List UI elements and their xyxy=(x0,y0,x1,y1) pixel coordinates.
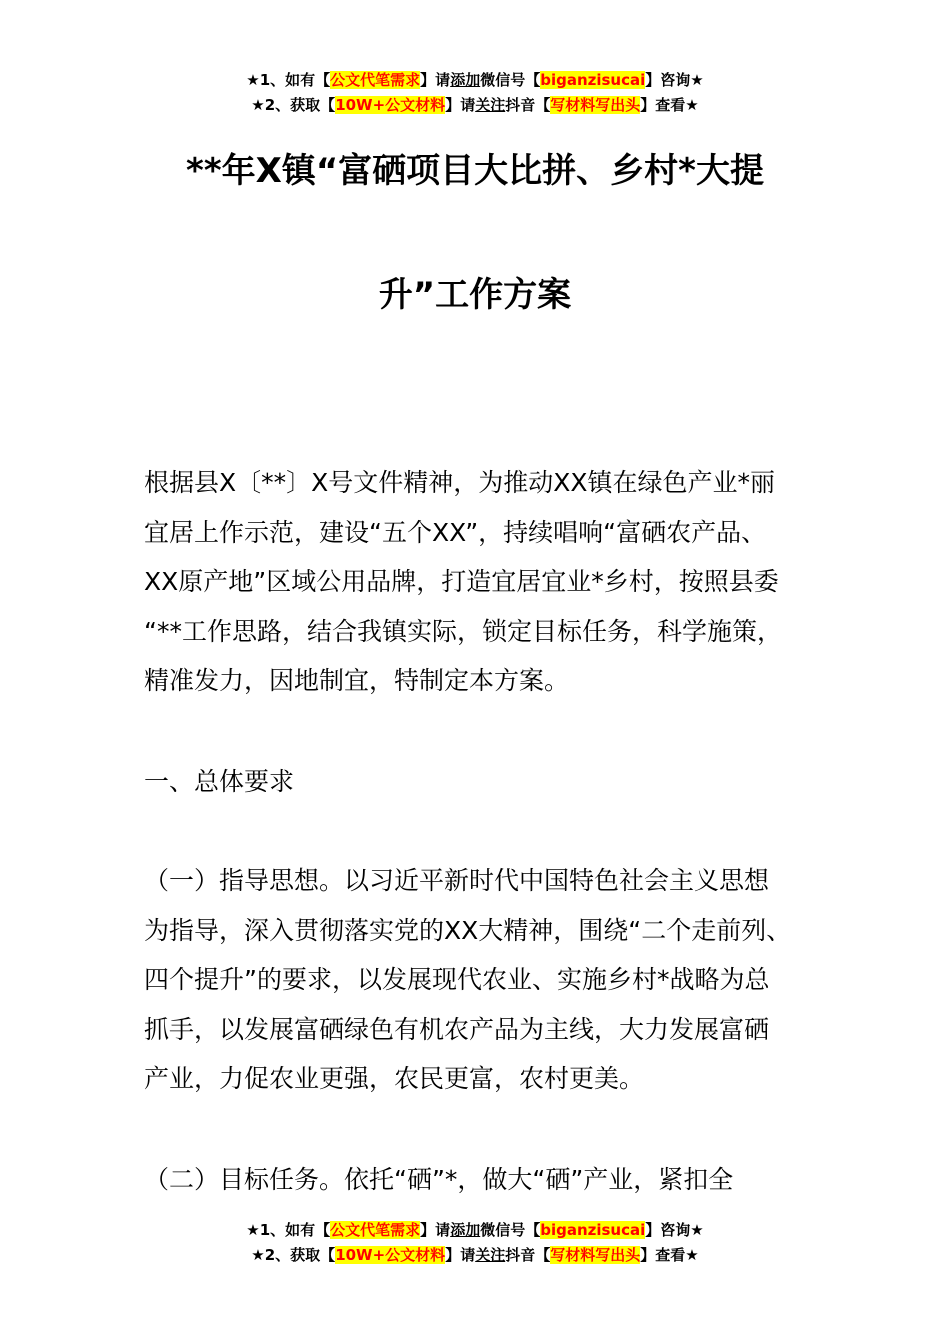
target-tasks-paragraph xyxy=(144,1155,844,1205)
paragraph-line: 四个提升”的要求，以发展现代农业、实施乡村*战略为总 xyxy=(144,965,770,994)
paragraph-line: 为指导，深入贯彻落实党的XX大精神，围绕“二个走前列、 xyxy=(144,915,792,945)
service-highlight: 公文代笔需求 xyxy=(330,71,421,89)
banner-line-2: ★2、获取【10W+公文材料】请关注抖音【写材料写出头】查看★ xyxy=(251,1246,699,1264)
intro-paragraph xyxy=(144,458,844,706)
wechat-id-highlight: biganzisucai xyxy=(540,71,646,89)
section-heading-general-requirements: 一、总体要求 xyxy=(144,767,295,796)
guiding-ideology-paragraph xyxy=(144,856,844,1104)
paragraph-line: 产业，力促农业更强，农民更富，农村更美。 xyxy=(144,1064,645,1093)
paragraph-line: XX原产地”区域公用品牌，打造宜居宜业*乡村，按照县委 xyxy=(144,567,779,596)
materials-highlight: 10W+公文材料 xyxy=(335,1246,446,1264)
wechat-id-highlight: biganzisucai xyxy=(540,1221,646,1239)
paragraph-line: （一）指导思想。以习近平新时代中国特色社会主义思想 xyxy=(144,866,770,895)
materials-highlight: 10W+公文材料 xyxy=(335,96,446,114)
banner-line-1: ★1、如有【公文代笔需求】请添加微信号【biganzisucai】咨询★ xyxy=(246,71,704,89)
paragraph-line: 宜居上作示范，建设“五个XX”，持续唱响“富硒农产品、 xyxy=(144,517,767,547)
top-banner xyxy=(0,68,950,118)
douyin-id-highlight: 写材料写出头 xyxy=(550,1246,641,1264)
paragraph-line: “**工作思路，结合我镇实际，锁定目标任务，科学施策， xyxy=(144,616,782,646)
document-title-line-2: 升”工作方案 xyxy=(378,275,572,315)
banner-line-1: ★1、如有【公文代笔需求】请添加微信号【biganzisucai】咨询★ xyxy=(246,1221,704,1239)
paragraph-line: 根据县X〔**〕X号文件精神，为推动XX镇在绿色产业*丽 xyxy=(144,468,776,497)
paragraph-line: 精准发力，因地制宜，特制定本方案。 xyxy=(144,666,570,695)
douyin-id-highlight: 写材料写出头 xyxy=(550,96,641,114)
banner-line-2: ★2、获取【10W+公文材料】请关注抖音【写材料写出头】查看★ xyxy=(251,96,699,114)
bottom-banner xyxy=(0,1218,950,1268)
document-title-line-1: **年X镇“富硒项目大比拼、乡村*大提 xyxy=(186,151,764,191)
service-highlight: 公文代笔需求 xyxy=(330,1221,421,1239)
paragraph-line: （二）目标任务。依托“硒”*，做大“硒”产业，紧扣全 xyxy=(144,1165,734,1194)
paragraph-line: 抓手，以发展富硒绿色有机农产品为主线，大力发展富硒 xyxy=(144,1014,770,1044)
